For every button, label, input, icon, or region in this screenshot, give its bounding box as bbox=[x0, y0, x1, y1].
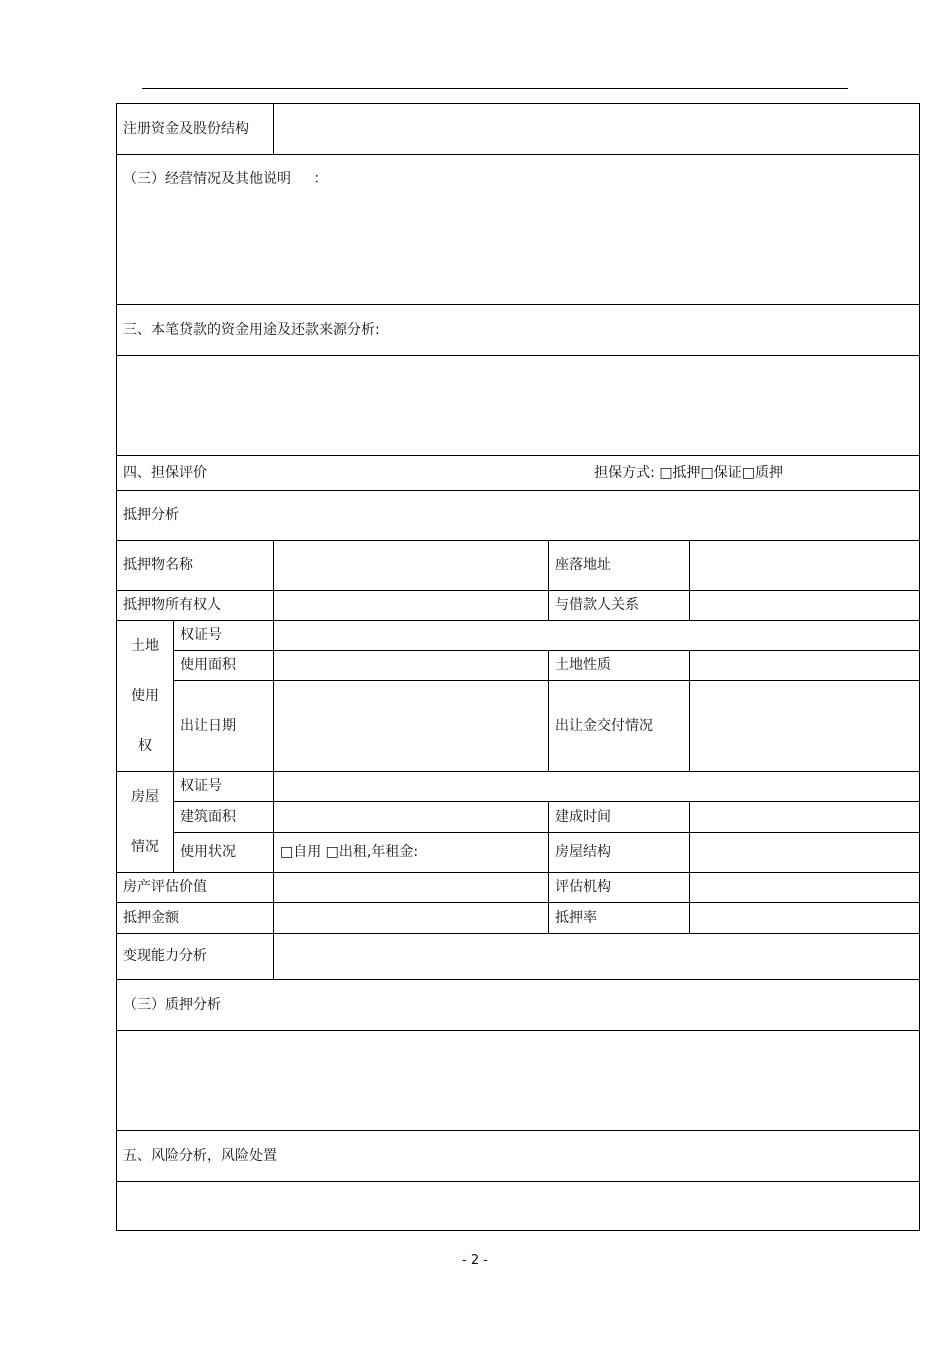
loan-purpose-field[interactable] bbox=[117, 356, 920, 456]
risk-analysis-label: 五、风险分析，风险处置 bbox=[117, 1131, 920, 1182]
build-time-label: 建成时间 bbox=[549, 802, 690, 832]
usage-options[interactable]: □自用 □出租,年租金: bbox=[274, 832, 549, 872]
mortgage-rate-field[interactable] bbox=[690, 903, 920, 934]
appraisal-agency-label: 评估机构 bbox=[549, 873, 690, 903]
guarantee-row bbox=[117, 456, 920, 491]
risk-analysis-field[interactable] bbox=[117, 1182, 920, 1231]
operation-section[interactable] bbox=[117, 155, 920, 305]
relation-field[interactable] bbox=[690, 591, 920, 621]
location-address-label: 座落地址 bbox=[549, 541, 690, 591]
use-area-label: 使用面积 bbox=[174, 651, 274, 681]
transfer-date-label: 出让日期 bbox=[174, 681, 274, 772]
house-structure-label: 房屋结构 bbox=[549, 832, 690, 872]
guarantee-method[interactable]: 担保方式: □抵押□保证□质押 bbox=[594, 464, 784, 481]
transfer-fee-label: 出让金交付情况 bbox=[549, 681, 690, 772]
house-status-line: 情况 bbox=[131, 839, 159, 855]
collateral-owner-field[interactable] bbox=[274, 591, 549, 621]
land-use-right-line: 使用 bbox=[131, 688, 159, 704]
loan-purpose-label: 三、本笔贷款的资金用途及还款来源分析: bbox=[117, 305, 920, 356]
house-structure-field[interactable] bbox=[690, 832, 920, 872]
build-time-field[interactable] bbox=[690, 802, 920, 832]
building-area-field[interactable] bbox=[274, 802, 549, 832]
usage-status-label: 使用状况 bbox=[174, 832, 274, 872]
pledge-analysis-label: （三）质押分析 bbox=[117, 980, 920, 1031]
location-address-field[interactable] bbox=[690, 541, 920, 591]
appraisal-agency-field[interactable] bbox=[690, 873, 920, 903]
liquidity-analysis-label: 变现能力分析 bbox=[117, 934, 274, 980]
mortgage-analysis-label: 抵押分析 bbox=[117, 491, 920, 541]
land-cert-no-label: 权证号 bbox=[174, 621, 274, 651]
registered-capital-label: 注册资金及股份结构 bbox=[117, 104, 274, 155]
land-use-right-line: 土地 bbox=[131, 638, 159, 654]
loan-assessment-form bbox=[116, 103, 920, 1231]
pledge-analysis-field[interactable] bbox=[117, 1031, 920, 1131]
operation-colon: ： bbox=[313, 171, 328, 187]
land-nature-label: 土地性质 bbox=[549, 651, 690, 681]
mortgage-amount-label: 抵押金额 bbox=[117, 903, 274, 934]
operation-label: （三）经营情况及其他说明 bbox=[123, 171, 291, 187]
land-cert-no-field[interactable] bbox=[274, 621, 920, 651]
transfer-date-field[interactable] bbox=[274, 681, 549, 772]
mortgage-rate-label: 抵押率 bbox=[549, 903, 690, 934]
registered-capital-field[interactable] bbox=[274, 104, 920, 155]
house-cert-no-field[interactable] bbox=[274, 772, 920, 802]
house-status-line: 房屋 bbox=[131, 789, 159, 805]
guarantee-label: 四、担保评价 bbox=[123, 464, 207, 481]
land-use-right-label bbox=[117, 621, 174, 772]
building-area-label: 建筑面积 bbox=[174, 802, 274, 832]
land-nature-field[interactable] bbox=[690, 651, 920, 681]
header-rule bbox=[142, 88, 848, 89]
house-cert-no-label: 权证号 bbox=[174, 772, 274, 802]
transfer-fee-field[interactable] bbox=[690, 681, 920, 772]
relation-label: 与借款人关系 bbox=[549, 591, 690, 621]
collateral-name-label: 抵押物名称 bbox=[117, 541, 274, 591]
appraisal-value-field[interactable] bbox=[274, 873, 549, 903]
collateral-name-field[interactable] bbox=[274, 541, 549, 591]
use-area-field[interactable] bbox=[274, 651, 549, 681]
page-number: - 2 - bbox=[462, 1253, 488, 1268]
collateral-owner-label: 抵押物所有权人 bbox=[117, 591, 274, 621]
mortgage-amount-field[interactable] bbox=[274, 903, 549, 934]
house-status-label bbox=[117, 772, 174, 873]
liquidity-analysis-field[interactable] bbox=[274, 934, 920, 980]
appraisal-value-label: 房产评估价值 bbox=[117, 873, 274, 903]
land-use-right-line: 权 bbox=[138, 738, 152, 754]
